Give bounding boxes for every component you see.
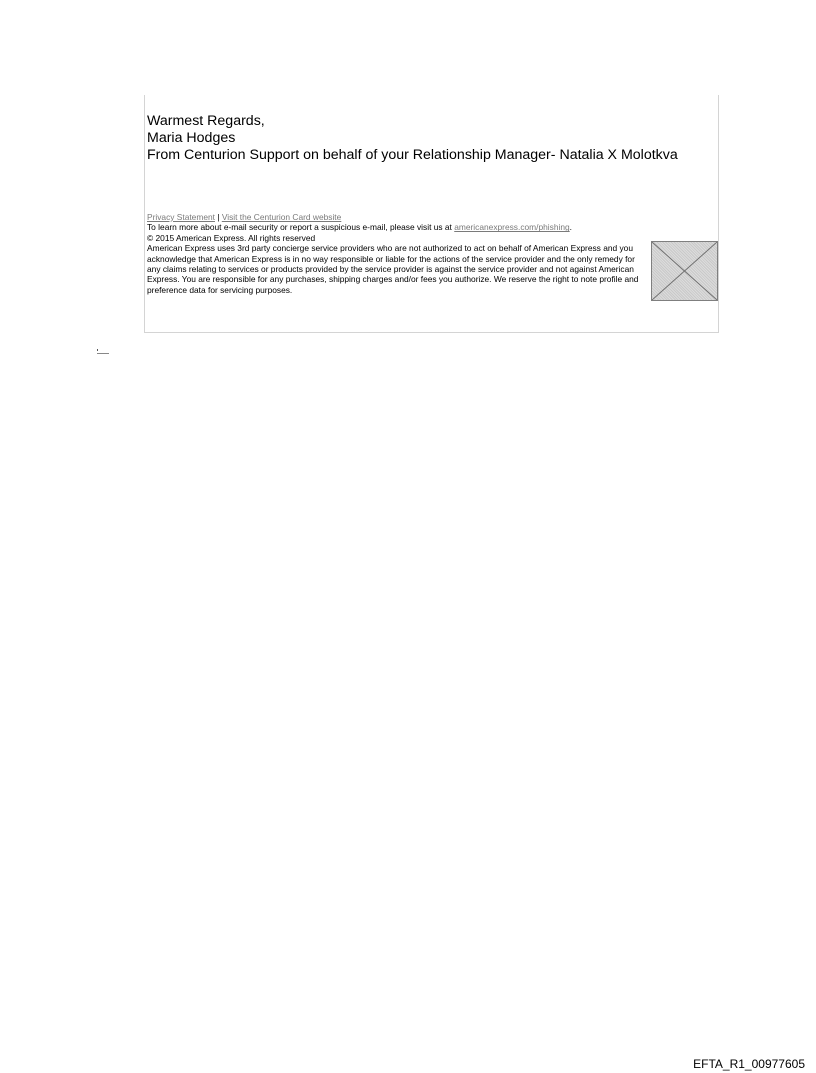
security-end: .	[569, 222, 572, 233]
signature-block	[147, 113, 678, 164]
tiny-mark	[96, 348, 110, 356]
email-footer-panel	[144, 95, 719, 333]
privacy-statement-link[interactable]: Privacy Statement	[147, 212, 215, 222]
sender-name: Maria Hodges	[147, 130, 236, 146]
greeting: Warmest Regards,	[147, 113, 265, 129]
from-line: From Centurion Support on behalf of your Relationship Manager- Natalia X Molotkva	[147, 147, 678, 163]
disclaimer-text: American Express uses 3rd party concierge service providers who are not authorized to act on behalf of American Express and you acknowledge that American Express is in no way responsible or liable for the actions of the service provider and the only remedy for any claims relating to services or products provided by the service provider is against the service provider and not against American Express. You are responsible for any purchases, shipping charges and/or fees you authorize. We reserve the right to note profile and preference data for servicing purposes.	[147, 243, 639, 295]
link-separator: |	[217, 212, 220, 222]
copyright: © 2015 American Express. All rights reserved	[147, 232, 316, 243]
document-id: EFTA_R1_00977605	[693, 1057, 805, 1071]
phishing-link[interactable]: americanexpress.com/phishing	[454, 222, 570, 233]
legal-footer	[147, 212, 717, 295]
footer-links	[147, 212, 717, 222]
centurion-website-link[interactable]: Visit the Centurion Card website	[221, 212, 342, 222]
broken-image-icon	[651, 241, 718, 301]
security-notice	[147, 222, 717, 232]
security-text: To learn more about e-mail security or report a suspicious e-mail, please visit us at	[147, 222, 452, 233]
